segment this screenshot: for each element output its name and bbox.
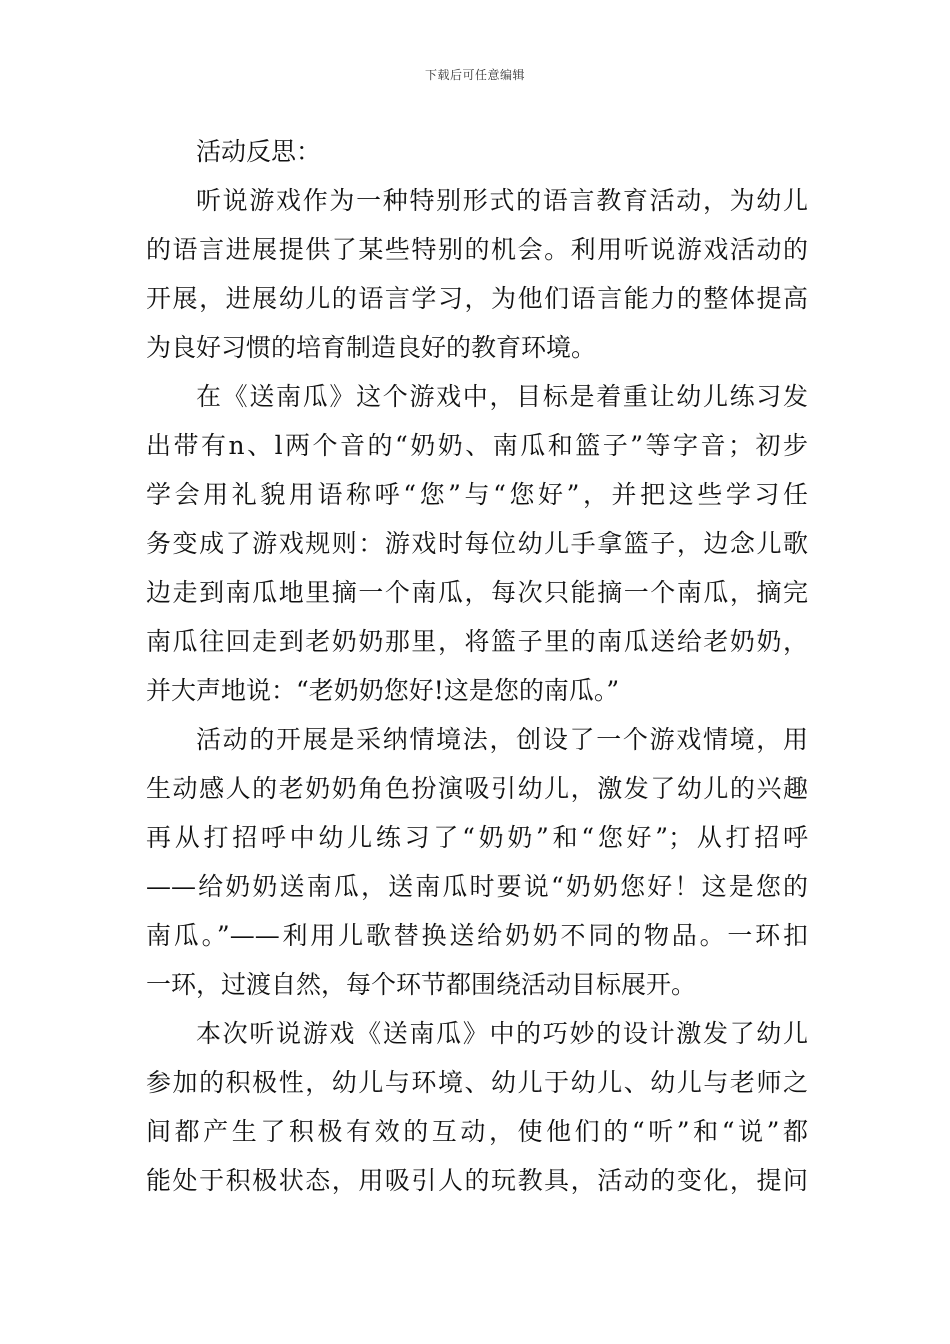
paragraph-line: 参加的积极性，幼儿与环境、幼儿于幼儿、幼儿与老师之 <box>146 1068 808 1097</box>
paragraph-line: 边走到南瓜地里摘一个南瓜，每次只能摘一个南瓜，摘完 <box>146 578 808 607</box>
paragraph-line: 南瓜。”——利用儿歌替换送给奶奶不同的物品。一环扣 <box>146 921 808 950</box>
paragraph-line: 听说游戏作为一种特别形式的语言教育活动，为幼儿 <box>196 186 808 215</box>
paragraph-line: 在《送南瓜》这个游戏中，目标是着重让幼儿练习发 <box>196 382 808 411</box>
paragraph-line: 活动的开展是采纳情境法，创设了一个游戏情境，用 <box>196 725 808 754</box>
paragraph-line: ——给奶奶送南瓜，送南瓜时要说“奶奶您好！这是您的 <box>146 872 808 901</box>
paragraph-line: 的语言进展提供了某些特别的机会。利用听说游戏活动的 <box>146 235 808 264</box>
paragraph-line: 开展，进展幼儿的语言学习，为他们语言能力的整体提高 <box>146 284 808 313</box>
paragraph-line: 间都产生了积极有效的互动，使他们的“听”和“说”都 <box>146 1117 808 1146</box>
paragraph-line: 本次听说游戏《送南瓜》中的巧妙的设计激发了幼儿 <box>196 1019 808 1048</box>
paragraph-line: 再从打招呼中幼儿练习了“奶奶”和“您好”；从打招呼 <box>146 823 808 852</box>
paragraph-line: 能处于积极状态，用吸引人的玩教具，活动的变化，提问 <box>146 1166 808 1195</box>
document-body <box>146 127 808 1205</box>
paragraph-line: 学会用礼貌用语称呼“您”与“您好”，并把这些学习任 <box>146 480 808 509</box>
paragraph-line: 务变成了游戏规则：游戏时每位幼儿手拿篮子，边念儿歌 <box>146 529 808 558</box>
paragraph-line: 生动感人的老奶奶角色扮演吸引幼儿，激发了幼儿的兴趣 <box>146 774 808 803</box>
paragraph-line: 为良好习惯的培育制造良好的教育环境。 <box>146 333 597 362</box>
paragraph-line: 南瓜往回走到老奶奶那里，将篮子里的南瓜送给老奶奶， <box>146 627 808 656</box>
section-heading: 活动反思： <box>196 137 322 166</box>
page-header: 下载后可任意编辑 <box>424 68 525 82</box>
paragraph-line: 并大声地说：“老奶奶您好!这是您的南瓜。” <box>146 676 620 705</box>
paragraph-line: 一环，过渡自然，每个环节都围绕活动目标展开。 <box>146 970 697 999</box>
paragraph-line: 出带有n、l两个音的“奶奶、南瓜和篮子”等字音；初步 <box>146 431 808 460</box>
